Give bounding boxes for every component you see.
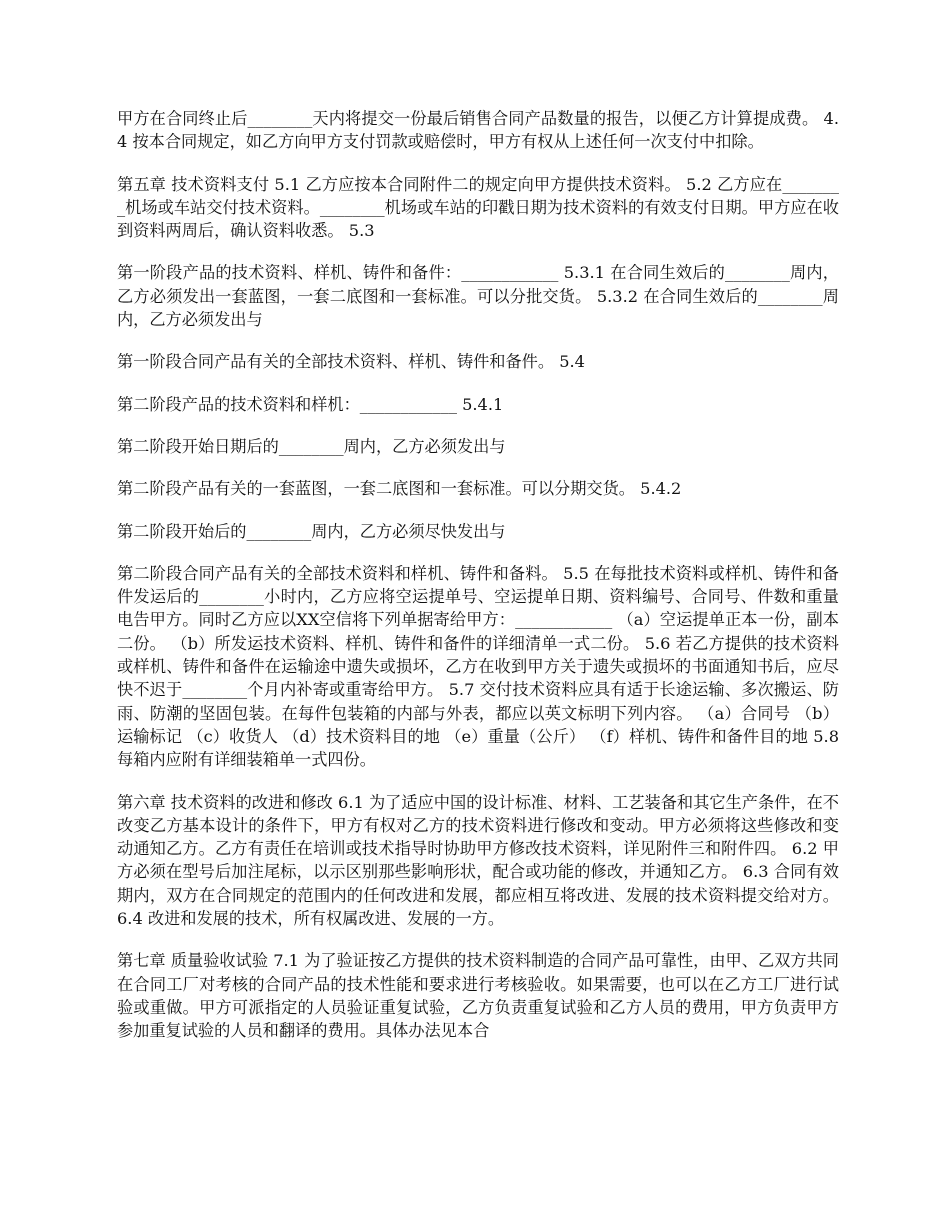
paragraph-phase-2-materials: 第二阶段产品的技术资料和样机：____________ 5.4.1 <box>117 394 504 414</box>
paragraph-sales-report: 甲方在合同终止后________天内将提交一份最后销售合同产品数量的报告，以便乙方计算提成费。 4.4 按本合同规定，如乙方向甲方支付罚款或赔偿时，甲方有权从上述任何一次支付中扣除。 <box>117 109 839 152</box>
paragraph-phase-2-blueprints: 第二阶段产品有关的一套蓝图，一套二底图和一套标准。可以分期交货。 5.4.2 <box>117 479 682 499</box>
paragraph-phase-1-materials: 第一阶段产品的技术资料、样机、铸件和备件：____________ 5.3.1 在合同生效后的________周内，乙方必须发出一套蓝图，一套二底图和一套标准。可以分批交货。 5.3.2 在合同生效后的________周内，乙方必须发出与 <box>117 263 839 330</box>
paragraph-phase-2-after-start: 第二阶段开始后的________周内，乙方必须尽快发出与 <box>117 521 506 541</box>
paragraph-chapter-7: 第七章 质量验收试验 7.1 为了验证按乙方提供的技术资料制造的合同产品可靠性，由甲、乙双方共同在合同工厂对考核的合同产品的技术性能和要求进行考核验收。如果需要，也可以在乙方工厂进行试验或重做。甲方可派指定的人员验证重复试验，乙方负责重复试验和乙方人员的费用，甲方负责甲方参加重复试验的人员和翻译的费用。具体办法见本合 <box>117 951 839 1041</box>
paragraph-phase-1-contract: 第一阶段合同产品有关的全部技术资料、样机、铸件和备件。 5.4 <box>117 352 585 372</box>
paragraph-phase-2-shipping: 第二阶段合同产品有关的全部技术资料和样机、铸件和备料。 5.5 在每批技术资料或样机、铸件和备件发运后的________小时内，乙方应将空运提单号、空运提单日期、资料编号、合同号、件数和重量电告甲方。同时乙方应以XX空信将下列单据寄给甲方：____________ （a）空运提单正本一份，副本二份。 （b）所发运技术资料、样机、铸件和备件的详细清单一式二份。 5.6 若乙方提供的技术资料或样机、铸件和备件在运输途中遗失或损坏，乙方在收到甲方关于遗失或损坏的书面通知书后，应尽快不迟于________个月内补寄或重寄给甲方。 5.7 交付技术资料应具有适于长途运输、多次搬运、防雨、防潮的坚固包装。在每件包装箱的内部与外表，都应以英文标明下列内容。 （a）合同号 （b）运输标记 （c）收货人 （d）技术资料目的地 （e）重量（公斤） （f）样机、铸件和备件目的地 5.8 每箱内应附有详细装箱单一式四份。 <box>117 563 839 770</box>
document-page <box>117 107 839 1062</box>
paragraph-chapter-6: 第六章 技术资料的改进和修改 6.1 为了适应中国的设计标准、材料、工艺装备和其它生产条件，在不改变乙方基本设计的条件下，甲方有权对乙方的技术资料进行修改和变动。甲方必须将这些修改和变动通知乙方。乙方有责任在培训或技术指导时协助甲方修改技术资料，详见附件三和附件四。 6.2 甲方必须在型号后加注尾标，以示区别那些影响形状，配合或功能的修改，并通知乙方。 6.3 合同有效期内，双方在合同规定的范围内的任何改进和发展，都应相互将改进、发展的技术资料提交给对方。 6.4 改进和发展的技术，所有权属改进、发展的一方。 <box>117 792 839 929</box>
paragraph-chapter-5: 第五章 技术资料支付 5.1 乙方应按本合同附件二的规定向甲方提供技术资料。 5.2 乙方应在________机场或车站交付技术资料。________机场或车站的印戳日期为技术资料的有效支付日期。甲方应在收到资料两周后，确认资料收悉。 5.3 <box>117 174 839 241</box>
paragraph-phase-2-start: 第二阶段开始日期后的________周内，乙方必须发出与 <box>117 436 506 456</box>
